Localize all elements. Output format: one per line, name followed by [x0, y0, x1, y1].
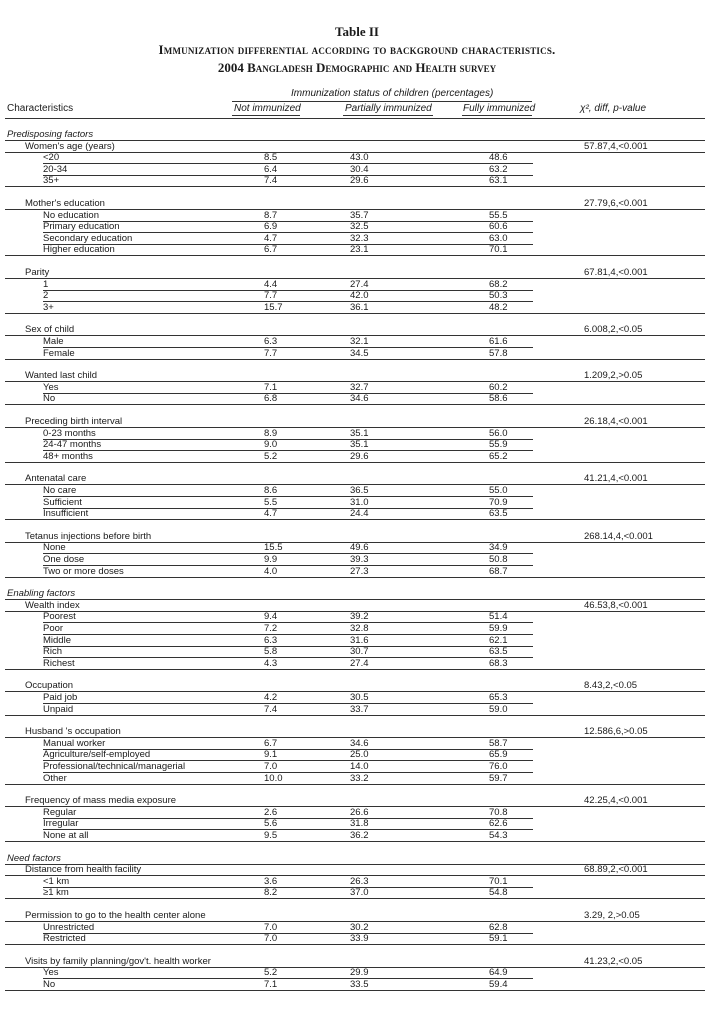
fully-immunized-value: 68.7	[489, 565, 508, 577]
not-immunized-value: 4.2	[264, 692, 278, 703]
not-immunized-value: 9.9	[264, 554, 278, 565]
row-label: None	[43, 542, 66, 554]
not-immunized-value: 8.2	[264, 887, 278, 899]
row-label: ≥1 km	[43, 887, 69, 899]
partially-immunized-value: 26.6	[350, 806, 369, 818]
not-immunized-value: 4.7	[264, 508, 278, 520]
chi-square-value: 46.53,8,<0.001	[584, 599, 648, 611]
partially-immunized-value: 42.0	[350, 290, 369, 302]
not-immunized-value: 15.5	[264, 542, 283, 554]
chi-square-value: 27.79,6,<0.001	[584, 198, 648, 209]
not-immunized-value: 7.4	[264, 175, 278, 187]
partially-immunized-value: 49.6	[350, 542, 369, 554]
row-label: Poorest	[43, 611, 76, 623]
partially-immunized-value: 32.8	[350, 623, 369, 634]
partially-immunized-value: 39.3	[350, 554, 369, 565]
not-immunized-value: 8.5	[264, 152, 278, 164]
row-label: No	[43, 393, 56, 405]
not-immunized-value: 9.0	[264, 439, 278, 451]
row-rule	[5, 577, 705, 578]
partially-immunized-value: 31.8	[350, 818, 369, 830]
chi-square-value: 1.209,2,>0.05	[584, 370, 643, 382]
partially-immunized-value: 24.4	[350, 508, 369, 520]
header-fully-immunized: Fully immunized	[463, 103, 536, 114]
row-label: 1	[43, 278, 49, 290]
fully-immunized-value: 48.6	[489, 152, 508, 164]
not-immunized-value: 8.7	[264, 209, 278, 221]
not-immunized-value: 7.1	[264, 381, 278, 393]
row-label: Agriculture/self-employed	[43, 749, 151, 761]
partially-immunized-value: 29.9	[350, 967, 369, 979]
row-label: Middle	[43, 634, 71, 646]
row-rule	[5, 462, 705, 463]
row-label: Tetanus injections before birth	[25, 530, 152, 542]
not-immunized-value: 5.6	[264, 818, 278, 830]
rule-col2	[343, 115, 433, 116]
fully-immunized-value: 51.4	[489, 611, 508, 623]
not-immunized-value: 7.0	[264, 921, 278, 933]
partially-immunized-value: 36.5	[350, 485, 369, 496]
row-label: <20	[43, 152, 60, 164]
fully-immunized-value: 63.5	[489, 646, 508, 658]
not-immunized-value: 6.9	[264, 221, 278, 233]
not-immunized-value: 2.6	[264, 806, 278, 818]
row-label: No education	[43, 209, 99, 221]
fully-immunized-value: 54.3	[489, 830, 508, 841]
partially-immunized-value: 25.0	[350, 749, 369, 761]
row-label: Parity	[25, 267, 50, 278]
fully-immunized-value: 62.1	[489, 634, 508, 646]
row-label: Women's age (years)	[25, 140, 115, 152]
chi-square-value: 68.89,2,<0.001	[584, 864, 648, 876]
header-partially-immunized: Partially immunized	[345, 103, 432, 114]
not-immunized-value: 7.2	[264, 623, 278, 634]
chi-square-value: 67.81,4,<0.001	[584, 267, 648, 278]
row-label: Sufficient	[43, 496, 82, 508]
row-label: Wanted last child	[25, 370, 97, 382]
fully-immunized-value: 54.8	[489, 887, 508, 899]
row-label: Professional/technical/managerial	[43, 761, 186, 772]
row-label: 48+ months	[43, 450, 93, 462]
not-immunized-value: 6.7	[264, 737, 278, 749]
not-immunized-value: 6.8	[264, 393, 278, 405]
partially-immunized-value: 23.1	[350, 244, 369, 256]
fully-immunized-value: 70.1	[489, 875, 508, 887]
partially-immunized-value: 32.1	[350, 336, 369, 347]
partially-immunized-value: 30.4	[350, 163, 369, 175]
row-label: Occupation	[25, 680, 74, 692]
partially-immunized-value: 32.5	[350, 221, 369, 233]
partially-immunized-value: 27.4	[350, 278, 369, 290]
rule-col3	[462, 115, 532, 116]
row-label: Distance from health facility	[25, 864, 142, 876]
not-immunized-value: 7.7	[264, 290, 278, 302]
row-label: Higher education	[43, 244, 115, 256]
fully-immunized-value: 55.0	[489, 485, 508, 496]
partially-immunized-value: 37.0	[350, 887, 369, 899]
fully-immunized-value: 68.2	[489, 278, 508, 290]
partially-immunized-value: 32.7	[350, 381, 369, 393]
fully-immunized-value: 65.3	[489, 692, 508, 703]
row-label: Visits by family planning/gov't. health worker	[25, 955, 211, 967]
table-title: Immunization differential according to background characteristics.	[158, 42, 556, 57]
fully-immunized-value: 57.8	[489, 347, 508, 359]
chi-square-value: 42.25,4,<0.001	[584, 795, 648, 807]
fully-immunized-value: 70.1	[489, 244, 508, 256]
row-label: 3+	[43, 301, 54, 313]
fully-immunized-value: 56.0	[489, 427, 508, 439]
row-rule	[5, 186, 705, 187]
not-immunized-value: 6.3	[264, 336, 278, 347]
fully-immunized-value: 58.6	[489, 393, 508, 405]
fully-immunized-value: 61.6	[489, 336, 508, 347]
fully-immunized-value: 58.7	[489, 737, 508, 749]
group-header-rule	[232, 101, 532, 102]
row-label: Regular	[43, 806, 77, 818]
row-label: Insufficient	[43, 508, 89, 520]
chi-square-value: 26.18,4,<0.001	[584, 416, 648, 427]
not-immunized-value: 6.4	[264, 163, 278, 175]
row-label: Paid job	[43, 692, 78, 703]
chi-square-value: 3.29, 2,>0.05	[584, 910, 640, 921]
chi-square-value: 6.008,2,<0.05	[584, 324, 643, 336]
row-label: Preceding birth interval	[25, 416, 123, 427]
chi-square-value: 8.43,2,<0.05	[584, 680, 638, 692]
row-label: No	[43, 979, 56, 990]
row-label: Richest	[43, 657, 75, 669]
not-immunized-value: 4.7	[264, 232, 278, 244]
row-label: Need factors	[7, 852, 61, 864]
row-rule	[5, 841, 705, 842]
partially-immunized-value: 14.0	[350, 761, 369, 772]
fully-immunized-value: 68.3	[489, 657, 508, 669]
row-label: <1 km	[43, 875, 70, 887]
not-immunized-value: 7.0	[264, 933, 278, 945]
not-immunized-value: 3.6	[264, 875, 278, 887]
partially-immunized-value: 29.6	[350, 450, 369, 462]
row-label: Predisposing factors	[7, 129, 94, 140]
partially-immunized-value: 34.6	[350, 737, 369, 749]
header-characteristics: Characteristics	[7, 103, 74, 114]
chi-square-value: 57.87,4,<0.001	[584, 140, 648, 152]
partially-immunized-value: 35.1	[350, 427, 369, 439]
fully-immunized-value: 70.8	[489, 806, 508, 818]
row-label: Yes	[43, 967, 59, 979]
fully-immunized-value: 48.2	[489, 301, 508, 313]
fully-immunized-value: 59.1	[489, 933, 508, 945]
row-label: 0-23 months	[43, 427, 96, 439]
row-rule	[5, 715, 705, 716]
partially-immunized-value: 34.6	[350, 393, 369, 405]
fully-immunized-value: 60.6	[489, 221, 508, 233]
row-label: Restricted	[43, 933, 86, 945]
not-immunized-value: 9.5	[264, 830, 278, 841]
partially-immunized-value: 43.0	[350, 152, 369, 164]
not-immunized-value: 4.0	[264, 565, 278, 577]
row-label: Unrestricted	[43, 921, 95, 933]
partially-immunized-value: 35.7	[350, 209, 369, 221]
row-rule	[5, 898, 705, 899]
row-label: Permission to go to the health center alone	[25, 910, 206, 921]
row-label: Secondary education	[43, 232, 133, 244]
fully-immunized-value: 55.5	[489, 209, 508, 221]
partially-immunized-value: 30.7	[350, 646, 369, 658]
fully-immunized-value: 59.4	[489, 979, 508, 990]
fully-immunized-value: 65.2	[489, 450, 508, 462]
not-immunized-value: 9.1	[264, 749, 278, 761]
not-immunized-value: 9.4	[264, 611, 278, 623]
row-label: One dose	[43, 554, 85, 565]
partially-immunized-value: 32.3	[350, 232, 369, 244]
fully-immunized-value: 59.9	[489, 623, 508, 634]
partially-immunized-value: 39.2	[350, 611, 369, 623]
not-immunized-value: 7.1	[264, 979, 278, 990]
partially-immunized-value: 26.3	[350, 875, 369, 887]
fully-immunized-value: 62.8	[489, 921, 508, 933]
row-label: Irregular	[43, 818, 79, 830]
partially-immunized-value: 35.1	[350, 439, 369, 451]
not-immunized-value: 5.8	[264, 646, 278, 658]
row-label: Male	[43, 336, 64, 347]
row-label: No care	[43, 485, 77, 496]
row-label: Unpaid	[43, 703, 74, 715]
partially-immunized-value: 30.5	[350, 692, 369, 703]
table-number: Table II	[335, 24, 379, 39]
fully-immunized-value: 34.9	[489, 542, 508, 554]
partially-immunized-value: 31.6	[350, 634, 369, 646]
row-rule	[5, 359, 705, 360]
fully-immunized-value: 62.6	[489, 818, 508, 830]
not-immunized-value: 5.5	[264, 496, 278, 508]
fully-immunized-value: 63.2	[489, 163, 508, 175]
chi-square-value: 12.586,6,>0.05	[584, 726, 648, 738]
not-immunized-value: 15.7	[264, 301, 283, 313]
row-label: Wealth index	[25, 599, 80, 611]
column-group-header: Immunization status of children (percentages)	[291, 88, 494, 99]
row-label: 2	[43, 290, 49, 302]
row-label: 35+	[43, 175, 60, 187]
chi-square-value: 268.14,4,<0.001	[584, 530, 653, 542]
partially-immunized-value: 36.1	[350, 301, 369, 313]
header-not-immunized: Not immunized	[234, 103, 301, 114]
chi-square-value: 41.21,4,<0.001	[584, 473, 648, 485]
row-rule	[5, 944, 705, 945]
fully-immunized-value: 63.0	[489, 232, 508, 244]
not-immunized-value: 8.6	[264, 485, 278, 496]
partially-immunized-value: 27.3	[350, 565, 369, 577]
table-subtitle: 2004 Bangladesh Demographic and Health survey	[217, 60, 497, 75]
not-immunized-value: 10.0	[264, 772, 283, 784]
partially-immunized-value: 29.6	[350, 175, 369, 187]
row-label: Mother's education	[25, 198, 105, 209]
not-immunized-value: 4.3	[264, 657, 278, 669]
row-label: Frequency of mass media exposure	[25, 795, 177, 807]
partially-immunized-value: 34.5	[350, 347, 369, 359]
fully-immunized-value: 64.9	[489, 967, 508, 979]
partially-immunized-value: 27.4	[350, 657, 369, 669]
fully-immunized-value: 65.9	[489, 749, 508, 761]
fully-immunized-value: 55.9	[489, 439, 508, 451]
not-immunized-value: 5.2	[264, 967, 278, 979]
row-rule	[5, 669, 705, 670]
row-rule	[5, 519, 705, 520]
fully-immunized-value: 63.1	[489, 175, 508, 187]
row-label: Yes	[43, 381, 59, 393]
fully-immunized-value: 63.5	[489, 508, 508, 520]
not-immunized-value: 8.9	[264, 427, 278, 439]
partially-immunized-value: 33.2	[350, 772, 369, 784]
row-rule	[5, 313, 705, 314]
fully-immunized-value: 76.0	[489, 761, 508, 772]
fully-immunized-value: 59.7	[489, 772, 508, 784]
not-immunized-value: 4.4	[264, 278, 278, 290]
fully-immunized-value: 50.3	[489, 290, 508, 302]
header-bottom-rule	[5, 118, 705, 119]
row-label: 24-47 months	[43, 439, 102, 451]
row-label: 20-34	[43, 163, 68, 175]
not-immunized-value: 5.2	[264, 450, 278, 462]
rule-col1	[232, 115, 300, 116]
row-label: Husband 's occupation	[25, 726, 121, 738]
partially-immunized-value: 33.5	[350, 979, 369, 990]
row-rule	[5, 404, 705, 405]
not-immunized-value: 7.0	[264, 761, 278, 772]
row-label: Two or more doses	[43, 565, 124, 577]
partially-immunized-value: 33.9	[350, 933, 369, 945]
not-immunized-value: 6.3	[264, 634, 278, 646]
partially-immunized-value: 33.7	[350, 703, 369, 715]
fully-immunized-value: 60.2	[489, 381, 508, 393]
row-label: Manual worker	[43, 737, 106, 749]
row-label: Primary education	[43, 221, 120, 233]
row-rule	[5, 784, 705, 785]
header-chi-square: χ², diff, p-value	[580, 103, 647, 114]
fully-immunized-value: 59.0	[489, 703, 508, 715]
row-label: Rich	[43, 646, 63, 658]
row-rule	[5, 255, 705, 256]
partially-immunized-value: 36.2	[350, 830, 369, 841]
fully-immunized-value: 70.9	[489, 496, 508, 508]
chi-square-value: 41.23,2,<0.05	[584, 955, 643, 967]
not-immunized-value: 7.4	[264, 703, 278, 715]
not-immunized-value: 6.7	[264, 244, 278, 256]
fully-immunized-value: 50.8	[489, 554, 508, 565]
not-immunized-value: 7.7	[264, 347, 278, 359]
row-label: None at all	[43, 830, 89, 841]
row-label: Enabling factors	[7, 588, 76, 600]
row-label: Female	[43, 347, 75, 359]
partially-immunized-value: 30.2	[350, 921, 369, 933]
row-label: Antenatal care	[25, 473, 87, 485]
row-label: Poor	[43, 623, 64, 634]
row-label: Sex of child	[25, 324, 75, 336]
row-rule	[5, 990, 705, 991]
partially-immunized-value: 31.0	[350, 496, 369, 508]
row-label: Other	[43, 772, 67, 784]
